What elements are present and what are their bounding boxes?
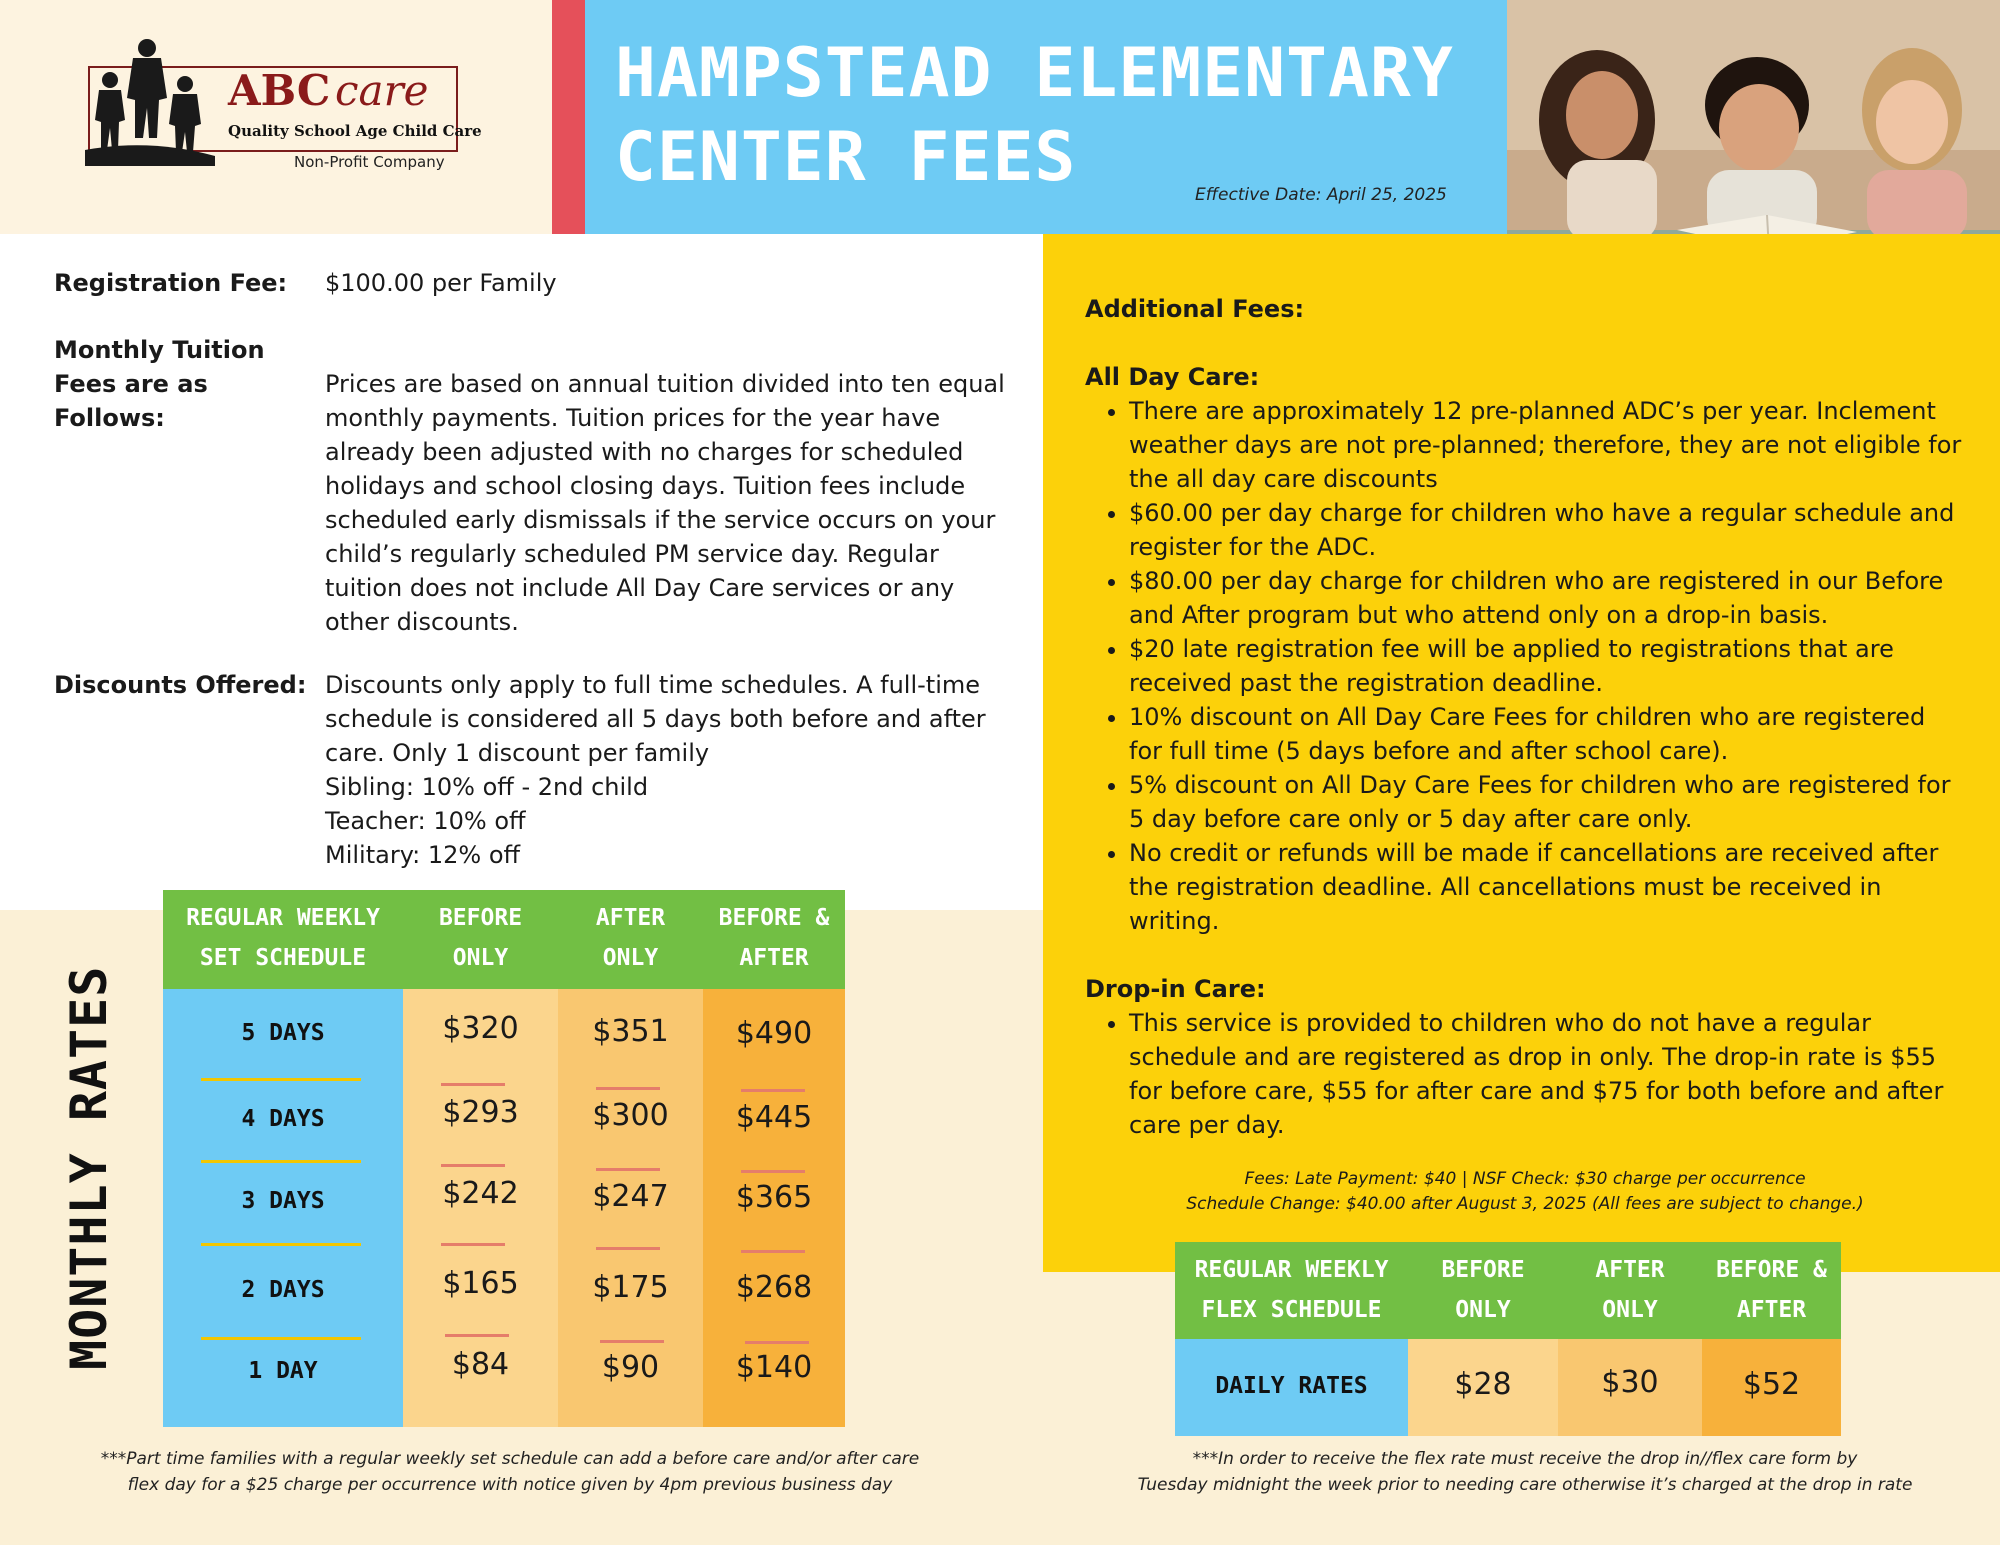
row-divider (201, 1243, 361, 1246)
header-text: SET SCHEDULE (199, 945, 367, 971)
rate-cell: $268 (735, 1270, 813, 1305)
list-item: • No credit or refunds will be made if cancellations are received after the registration deadline. All cancellations must be received in writing. (1129, 836, 1965, 938)
discounts-label: Discounts Offered: (54, 671, 307, 699)
row-divider (741, 1170, 805, 1173)
fees-note-line-1: Fees: Late Payment: $40 | NSF Check: $30 charge per occurrence (1244, 1169, 1806, 1189)
row-label: 3 DAYS (241, 1188, 325, 1214)
header-text: BEFORE (1441, 1257, 1525, 1283)
all-day-care-heading: All Day Care: (1085, 363, 1260, 391)
rate-cell: $165 (442, 1266, 519, 1301)
fees-note-line-2: Schedule Change: $40.00 after August 3, 2025 (All fees are subject to change.) (1186, 1194, 1864, 1214)
logo-nonprofit: Non-Profit Company (294, 153, 445, 171)
header-before-only (1408, 1250, 1558, 1330)
additional-fees-content (1085, 292, 1965, 1142)
header-text: ONLY (452, 945, 509, 971)
header-text: FLEX SCHEDULE (1201, 1297, 1382, 1323)
row-divider (441, 1243, 505, 1246)
row-divider (596, 1247, 660, 1250)
rate-cell: $242 (442, 1176, 519, 1211)
rate-cell: $365 (735, 1180, 813, 1215)
header-text: ONLY (1602, 1297, 1658, 1323)
row-divider (201, 1078, 361, 1081)
tuition-description: Prices are based on annual tuition divided into ten equal monthly payments. Tuition prices for the year have already been adjusted with no charges for scheduled holidays and school closing days. Tuition fees include scheduled early dismissals if the service occurs on your child’s regularly scheduled PM service day. Regular tuition does not include All Day Care services or any other discounts. (325, 370, 1005, 636)
header-schedule (1175, 1250, 1408, 1330)
flex-rates-table (1175, 1242, 1841, 1436)
discount-teacher: Teacher: 10% off (325, 807, 526, 835)
row-divider (201, 1337, 361, 1340)
discount-military: Military: 12% off (325, 841, 521, 869)
list-item: • $20 late registration fee will be applied to registrations that are received past the registration deadline. (1129, 632, 1965, 700)
rate-cell: $320 (442, 1011, 519, 1046)
title-line-2: CENTER FEES (615, 118, 1077, 197)
header-text: REGULAR WEEKLY (1194, 1257, 1389, 1283)
header-text: AFTER (1595, 1257, 1665, 1283)
rate-cell: $28 (1454, 1367, 1512, 1402)
rate-cell: $293 (442, 1095, 519, 1130)
logo-brand-care: care (335, 66, 429, 115)
rate-cell: $30 (1601, 1365, 1659, 1400)
all-day-care-list (1085, 394, 1965, 938)
flex-note-line-1: ***In order to receive the flex rate must receive the drop in//flex care form by (1192, 1449, 1858, 1469)
discount-sibling: Sibling: 10% off - 2nd child (325, 773, 649, 801)
monthly-rates-table (163, 890, 845, 1427)
rate-cell: $90 (601, 1350, 660, 1385)
header-after-only (1558, 1250, 1702, 1330)
row-divider (445, 1334, 509, 1337)
tuition-label (54, 333, 324, 435)
rate-cell: $490 (735, 1016, 813, 1051)
tuition-label-line-1: Monthly Tuition (54, 336, 265, 364)
row-divider (741, 1089, 805, 1092)
row-divider (441, 1164, 505, 1167)
rate-cell: $175 (592, 1270, 669, 1305)
fees-note (1085, 1167, 1965, 1217)
header-before-only (403, 898, 558, 978)
header-text: BEFORE (438, 905, 523, 931)
list-item: • This service is provided to children who do not have a regular schedule and are registered as drop in only. The drop-in rate is $55 for before care, $55 for after care and $75 for both before and after care per day. (1129, 1006, 1965, 1142)
header-before-after (1702, 1250, 1841, 1330)
rate-cell: $52 (1742, 1367, 1801, 1402)
monthly-rates-title: MONTHLY RATES (60, 965, 118, 1370)
monthly-note-line-2: flex day for a $25 charge per occurrence with notice given by 4pm previous business day (127, 1475, 893, 1495)
header-text: AFTER (595, 905, 666, 931)
header-schedule (163, 898, 403, 978)
header-after-only (558, 898, 703, 978)
rate-cell: $351 (592, 1014, 669, 1049)
title-line-1: HAMPSTEAD ELEMENTARY (615, 34, 1454, 113)
row-divider (745, 1341, 809, 1344)
row-divider (596, 1168, 660, 1171)
row-label: 1 DAY (248, 1358, 318, 1384)
row-label: 4 DAYS (241, 1106, 325, 1132)
header-text: ONLY (1455, 1297, 1511, 1323)
list-item: • $80.00 per day charge for children who are registered in our Before and After program but who attend only on a drop-in basis. (1129, 564, 1965, 632)
logo-tagline: Quality School Age Child Care (228, 122, 482, 140)
drop-in-care-heading: Drop-in Care: (1085, 975, 1266, 1003)
header-text: REGULAR WEEKLY (186, 905, 380, 931)
family-silhouette-icon (85, 38, 215, 166)
row-divider (596, 1087, 660, 1090)
logo-brand-abc: ABC (228, 66, 331, 115)
row-divider (201, 1160, 361, 1163)
page-title (615, 32, 1495, 200)
registration-fee-value: $100.00 per Family (325, 269, 557, 297)
header-text: AFTER (739, 945, 809, 971)
list-item: • 10% discount on All Day Care Fees for children who are registered for full time (5 days before and after school care). (1129, 700, 1965, 768)
list-item: • 5% discount on All Day Care Fees for children who are registered for 5 day before care only or 5 day after care only. (1129, 768, 1965, 836)
effective-date: Effective Date: April 25, 2025 (1195, 185, 1447, 205)
list-item: • $60.00 per day charge for children who have a regular schedule and register for the ADC. (1129, 496, 1965, 564)
red-accent-stripe (552, 0, 585, 234)
monthly-table-note (60, 1446, 960, 1498)
row-label: 5 DAYS (241, 1020, 325, 1046)
row-label: DAILY RATES (1215, 1373, 1368, 1399)
header-text: ONLY (602, 945, 659, 971)
discounts-text: Discounts only apply to full time schedules. A full-time schedule is considered all 5 days both before and after care. Only 1 discount per family (325, 671, 986, 767)
flex-table-note (1065, 1446, 1985, 1498)
row-divider (600, 1340, 664, 1343)
drop-in-care-list (1085, 1006, 1965, 1142)
rate-cell: $445 (735, 1100, 813, 1135)
header-before-after (703, 898, 845, 978)
monthly-note-line-1: ***Part time families with a regular weekly set schedule can add a before care and/or after care (100, 1449, 920, 1469)
header-text: BEFORE & (718, 905, 830, 931)
header-text: AFTER (1736, 1297, 1807, 1323)
list-item: • There are approximately 12 pre-planned ADC’s per year. Inclement weather days are not pre-planned; therefore, they are not eligible for the all day care discounts (1129, 394, 1965, 496)
rate-cell: $140 (735, 1350, 813, 1385)
discounts-description (325, 668, 1005, 872)
row-divider (441, 1083, 505, 1086)
row-divider (741, 1250, 805, 1253)
row-label: 2 DAYS (241, 1277, 325, 1303)
flex-note-line-2: Tuesday midnight the week prior to needing care otherwise it’s charged at the drop in rate (1137, 1475, 1913, 1495)
rate-cell: $300 (592, 1098, 669, 1133)
rate-cell: $84 (451, 1347, 510, 1382)
header-text: BEFORE & (1716, 1257, 1827, 1283)
rate-cell: $247 (592, 1179, 669, 1214)
additional-fees-heading: Additional Fees: (1085, 295, 1305, 323)
registration-fee-label: Registration Fee: (54, 269, 288, 297)
tuition-label-line-2: Fees are as Follows: (54, 370, 208, 432)
